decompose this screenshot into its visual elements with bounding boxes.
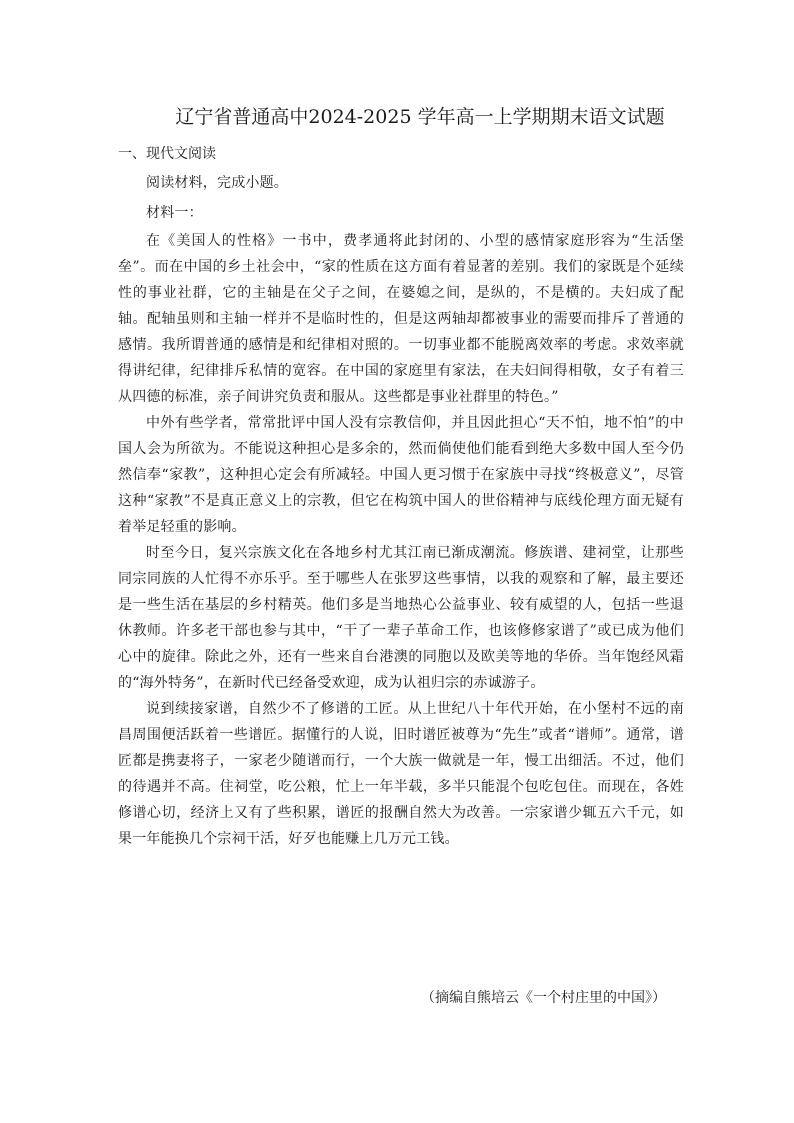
paragraph-2: 中外有些学者，常常批评中国人没有宗教信仰，并且因此担心“天不怕，地不怕”的中国人会为所欲为。不能说这种担心是多余的，然而倘使他们能看到绝大多数中国人至今仍然信奉“家教”，这种担心定会有所减轻。中国人更习惯于在家族中寻找“终极意义”，尽管这种“家教”不是真正意义上的宗教，但它在构筑中国人的世俗精神与底线伦理方面无疑有着举足轻重的影响。 — [118, 415, 684, 535]
instruction-text: 阅读材料，完成小题。 — [146, 175, 288, 191]
paragraph-4: 说到续接家谱，自然少不了修谱的工匠。从上世纪八十年代开始，在小堡村不远的南昌周围便活跃着一些谱匠。据懂行的人说，旧时谱匠被尊为“先生”或者“谱师”。通常，谱匠都是携妻将子，一家老少随谱而行，一个大族一做就是一年，慢工出细活。不过，他们的待遇并不高。住祠堂，吃公粮，忙上一年半载，多半只能混个包吃包住。而现在，各姓修谱心切，经济上又有了些积累，谱匠的报酬自然大为改善。一宗家谱少辄五六千元，如果一年能换几个宗祠干活，好歹也能赚上几万元工钱。 — [118, 701, 684, 847]
section-heading: 一、现代文阅读 — [118, 146, 216, 162]
paragraph-3: 时至今日，复兴宗族文化在各地乡村尤其江南已渐成潮流。修族谱、建祠堂，让那些同宗同族的人忙得不亦乐乎。至于哪些人在张罗这些事情，以我的观察和了解，最主要还是一些生活在基层的乡村精英。他们多是当地热心公益事业、较有威望的人，包括一些退休教师。许多老干部也参与其中，“干了一辈子革命工作，也该修修家谱了”或已成为他们心中的旋律。除此之外，还有一些来自台港澳的同胞以及欧美等地的华侨。当年饱经风霜的“海外特务”，在新时代已经备受欢迎，成为认祖归宗的赤诚游子。 — [118, 545, 684, 691]
source-citation: （摘编自熊培云《一个村庄里的中国》） — [421, 990, 666, 1006]
paragraph-1: 在《美国人的性格》一书中，费孝通将此封闭的、小型的感情家庭形容为“生活堡垒”。而在中国的乡土社会中，“家的性质在这方面有着显著的差别。我们的家既是个延续性的事业社群，它的主轴是在父子之间，在婆媳之间，是纵的，不是横的。夫妇成了配轴。配轴虽则和主轴一样并不是临时性的，但是这两轴却都被事业的需要而排斥了普通的感情。我所谓普通的感情是和纪律相对照的。一切事业都不能脱离效率的考虑。求效率就得讲纪律，纪律排斥私情的宽容。在中国的家庭里有家法，在夫妇间得相敬，女子有着三从四德的标准，亲子间讲究负责和服从。这些都是事业社群里的特色。” — [118, 233, 684, 405]
material-label: 材料一： — [146, 205, 203, 221]
document-body — [118, 140, 684, 852]
page-title: 辽宁省普通高中2024-2025 学年高一上学期期末语文试题 — [175, 106, 665, 128]
